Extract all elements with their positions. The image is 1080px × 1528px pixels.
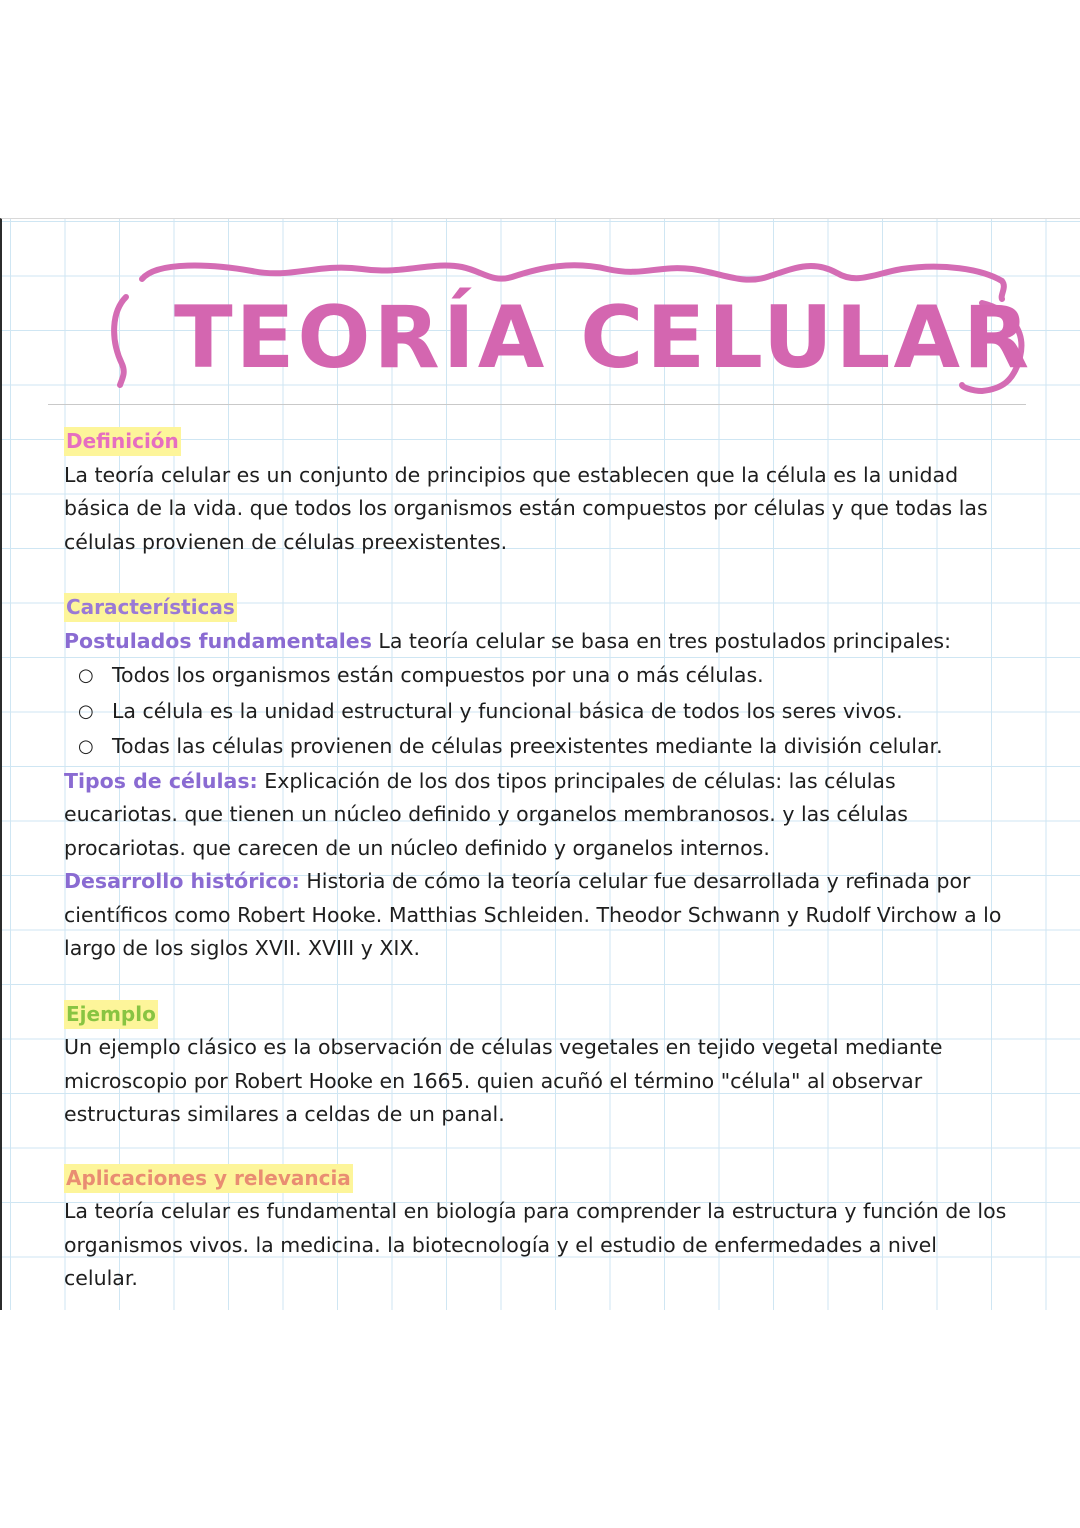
circle-bullet-icon: ○ bbox=[78, 736, 94, 757]
tipos-label: Tipos de células: bbox=[64, 768, 258, 793]
section-heading-definicion: Definición bbox=[64, 427, 181, 456]
postulados-label: Postulados fundamentales bbox=[64, 628, 372, 653]
postulados-intro: La teoría celular se basa en tres postulados principales: bbox=[371, 628, 952, 653]
section-heading-caracteristicas: Características bbox=[64, 593, 237, 622]
title-divider bbox=[48, 404, 1026, 405]
circle-bullet-icon: ○ bbox=[78, 700, 94, 722]
spacer bbox=[64, 1132, 1014, 1162]
tipos-paragraph bbox=[64, 765, 1014, 866]
section-ejemplo bbox=[64, 998, 1014, 1132]
postulados-paragraph bbox=[64, 625, 1014, 659]
postulados-list bbox=[64, 658, 1014, 765]
page-title: TEORÍA CELULAR bbox=[174, 288, 1033, 388]
tipos-text: Explicación de los dos tipos principales de células: las células eucariotas. que tienen un núcleo definido y organelos membranosos. y las células procariotas. que carecen de un núcleo definido y organelos internos. bbox=[64, 768, 908, 860]
section-aplicaciones bbox=[64, 1162, 1014, 1296]
circle-bullet-icon: ○ bbox=[78, 665, 94, 686]
title-banner bbox=[102, 239, 1032, 424]
spacer bbox=[64, 559, 1014, 591]
list-item bbox=[78, 694, 1014, 730]
postulado-text: La célula es la unidad estructural y funcional básica de todos los seres vivos. bbox=[112, 698, 903, 723]
postulado-text: Todas las células provienen de células preexistentes mediante la división celular. bbox=[112, 734, 943, 758]
desarrollo-label: Desarrollo histórico: bbox=[64, 869, 300, 893]
postulado-text: Todos los organismos están compuestos por una o más células. bbox=[112, 663, 764, 687]
section-heading-aplicaciones: Aplicaciones y relevancia bbox=[64, 1164, 353, 1193]
aplicaciones-text: La teoría celular es fundamental en biología para comprender la estructura y función de los organismos vivos. la medicina. la biotecnología y el estudio de enfermedades a nivel celular. bbox=[64, 1199, 1007, 1290]
section-heading-ejemplo: Ejemplo bbox=[64, 1000, 158, 1029]
spacer bbox=[64, 966, 1014, 998]
ejemplo-text: Un ejemplo clásico es la observación de células vegetales en tejido vegetal mediante microscopio por Robert Hooke en 1665. quien acuñó el término "célula" al observar estructuras similares a celdas de un panal. bbox=[64, 1035, 943, 1126]
desarrollo-paragraph bbox=[64, 865, 1014, 966]
definicion-text: La teoría celular es un conjunto de principios que establecen que la célula es la unidad básica de la vida. que todos los organismos están compuestos por células y que todas las células provienen de células preexistentes. bbox=[64, 462, 988, 554]
section-caracteristicas bbox=[64, 591, 1014, 966]
notes-content bbox=[64, 425, 1014, 1296]
desarrollo-text: Historia de cómo la teoría celular fue desarrollada y refinada por científicos como Robert Hooke. Matthias Schleiden. Theodor Schwann y Rudolf Virchow a lo largo de los siglos XVII. XVIII y XIX. bbox=[64, 869, 1002, 960]
section-definicion bbox=[64, 425, 1014, 559]
list-item bbox=[78, 658, 1014, 694]
list-item bbox=[78, 729, 1014, 765]
notebook-page bbox=[0, 218, 1080, 1310]
